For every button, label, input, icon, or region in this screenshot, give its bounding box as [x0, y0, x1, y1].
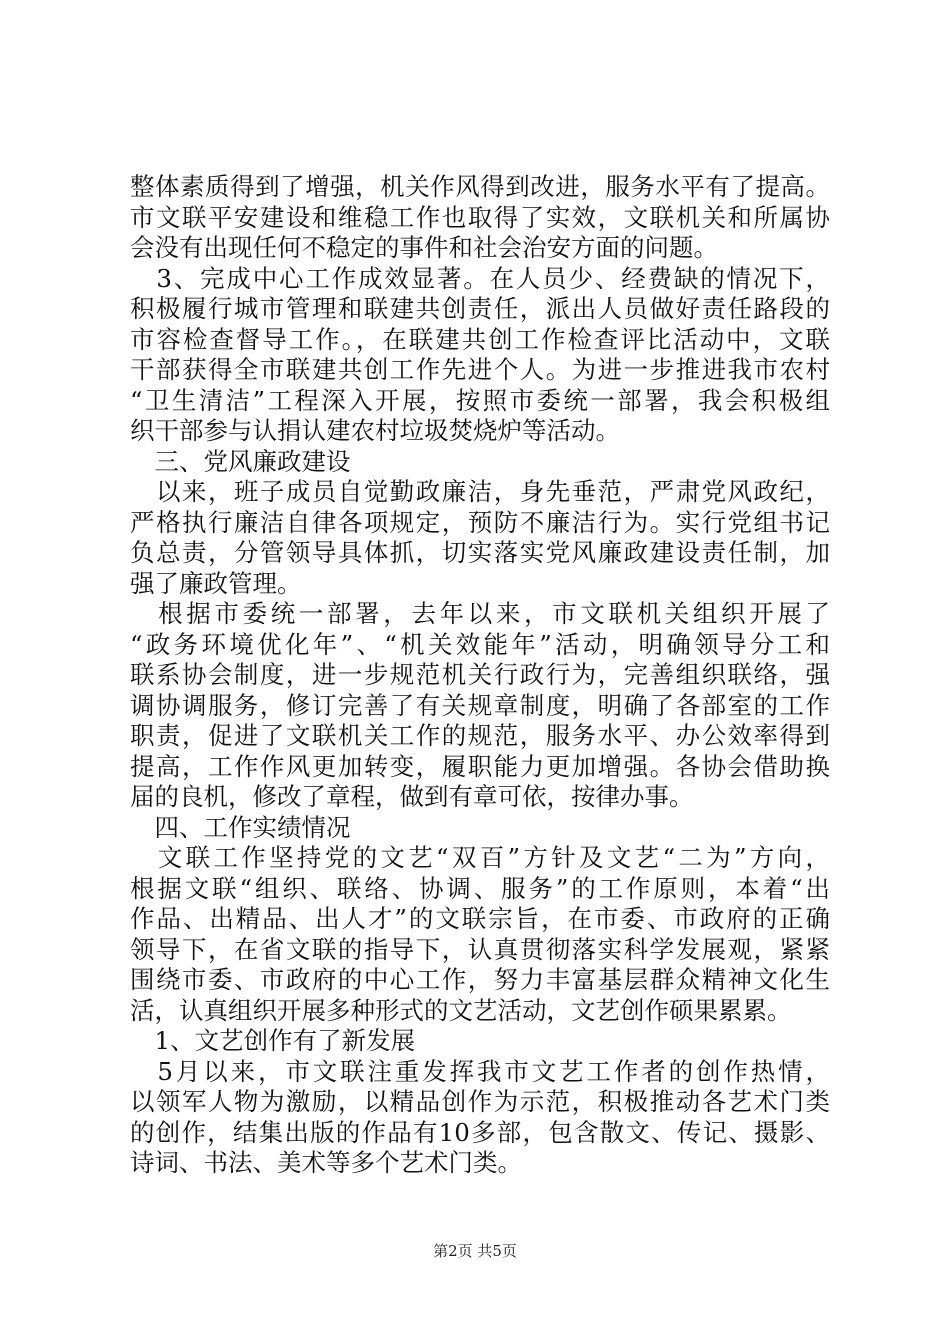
- body-text: [130, 172, 830, 1179]
- text-line: 职责，促进了文联机关工作的规范，服务水平、办公效率得到: [130, 721, 830, 750]
- section-heading: 四、工作实绩情况: [130, 812, 351, 842]
- section-heading: 三、党风廉政建设: [130, 446, 351, 476]
- text-line: 严格执行廉洁自律各项规定，预防不廉洁行为。实行党组书记: [130, 507, 830, 537]
- text-line: 以领军人物为激励，以精品创作为示范，积极推动各艺术门类: [130, 1087, 830, 1116]
- text-line: 干部获得全市联建共创工作先进个人。为进一步推进我市农村: [130, 355, 830, 384]
- text-line: 市文联平安建设和维稳工作也取得了实效，文联机关和所属协: [130, 202, 830, 232]
- text-line: 根据文联“组织、联络、协调、服务”的工作原则，本着“出: [130, 873, 830, 903]
- text-line: 调协调服务，修订完善了有关规章制度，明确了各部室的工作: [130, 690, 830, 720]
- text-line: 市容检查督导工作。，在联建共创工作检查评比活动中，文联: [130, 324, 830, 354]
- text-line: 的创作，结集出版的作品有10多部，包含散文、传记、摄影、: [130, 1117, 830, 1147]
- text-line: 围绕市委、市政府的中心工作，努力丰富基层群众精神文化生: [130, 965, 830, 994]
- text-line: 作品、出精品、出人才”的文联宗旨，在市委、市政府的正确: [130, 904, 830, 933]
- text-line: 联系协会制度，进一步规范机关行政行为，完善组织联络，强: [130, 660, 830, 689]
- text-line: 领导下，在省文联的指导下，认真贯彻落实科学发展观，紧紧: [130, 934, 830, 964]
- text-line: 5月以来，市文联注重发挥我市文艺工作者的创作热情，: [130, 1056, 830, 1086]
- text-line: “政务环境优化年”、“机关效能年”活动，明确领导分工和: [130, 629, 830, 659]
- text-line: “卫生清洁”工程深入开展，按照市委统一部署，我会积极组: [130, 385, 830, 415]
- text-line: 强了廉政管理。: [130, 568, 302, 598]
- section-heading: 1、文艺创作有了新发展: [130, 1026, 416, 1055]
- text-line: 届的良机，修改了章程，做到有章可依，按律办事。: [130, 782, 694, 811]
- text-line: 根据市委统一部署，去年以来，市文联机关组织开展了: [130, 599, 830, 628]
- text-line: 负总责，分管领导具体抓，切实落实党风廉政建设责任制，加: [130, 538, 830, 567]
- text-line: 以来，班子成员自觉勤政廉洁，身先垂范，严肃党风政纪，: [130, 477, 830, 506]
- text-line: 文联工作坚持党的文艺“双百”方针及文艺“二为”方向，: [130, 843, 830, 872]
- text-line: 诗词、书法、美术等多个艺术门类。: [130, 1148, 522, 1177]
- text-line: 整体素质得到了增强，机关作风得到改进，服务水平有了提高。: [130, 172, 830, 201]
- text-line: 会没有出现任何不稳定的事件和社会治安方面的问题。: [130, 233, 718, 262]
- page-number-footer: 第2页 共5页: [433, 1242, 517, 1260]
- text-line: 活，认真组织开展多种形式的文艺活动，文艺创作硕果累累。: [130, 995, 792, 1025]
- text-line: 织干部参与认捐认建农村垃圾焚烧炉等活动。: [130, 416, 620, 445]
- text-line: 提高，工作作风更加转变，履职能力更加增强。各协会借助换: [130, 751, 830, 781]
- text-line: 积极履行城市管理和联建共创责任，派出人员做好责任路段的: [130, 294, 830, 323]
- text-line: 3、完成中心工作成效显著。在人员少、经费缺的情况下，: [130, 263, 830, 293]
